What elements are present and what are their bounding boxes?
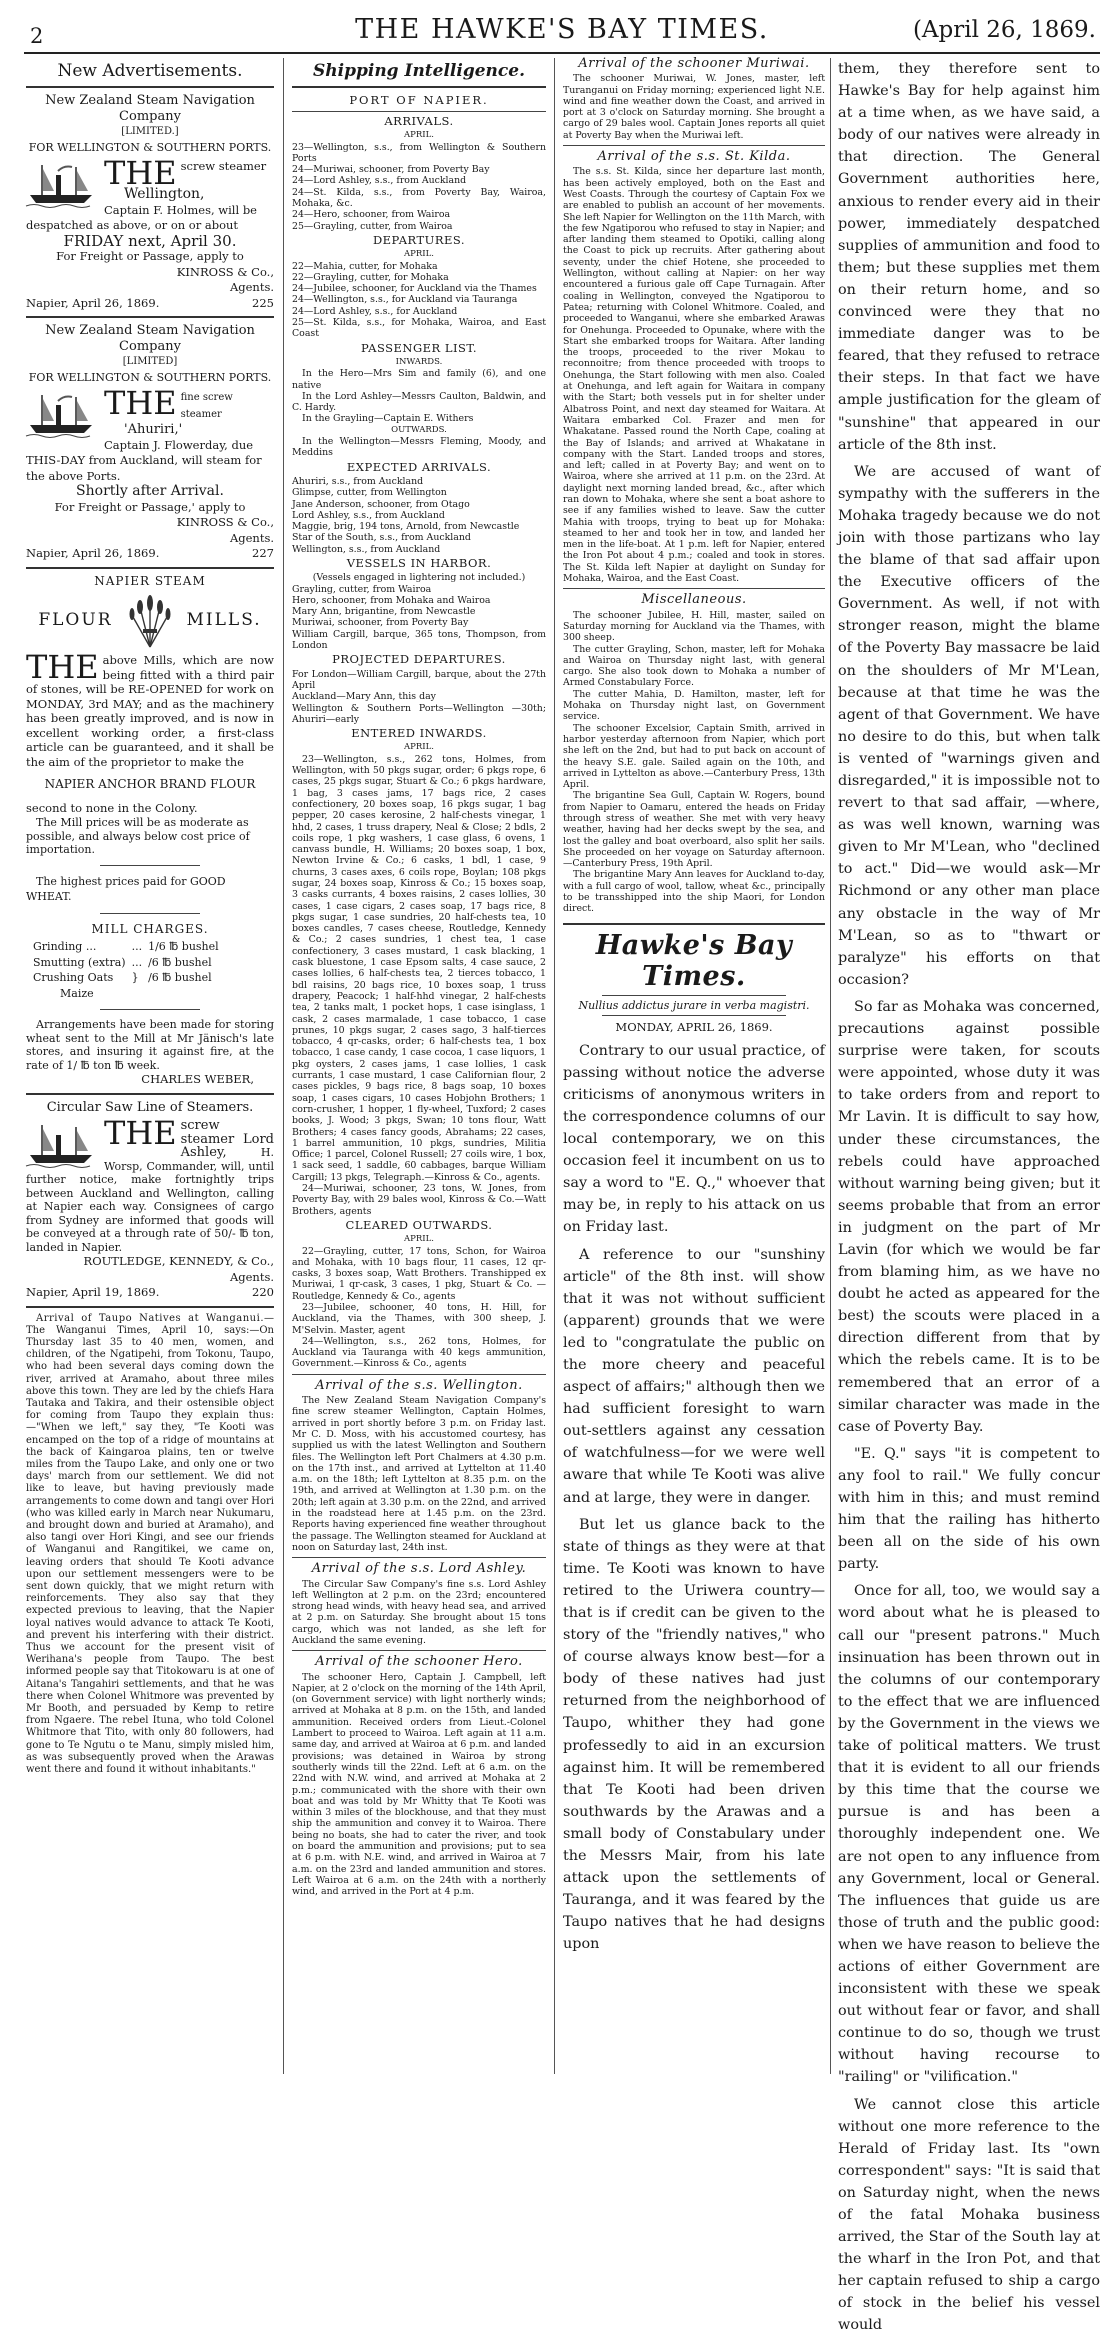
charge-sep: } <box>131 971 139 984</box>
mills-text: The Mill prices will be as moderate as possible, and always below cost price of importation. <box>26 816 250 856</box>
list-item: William Cargill, barque, 365 tons, Thompson, from London <box>292 628 546 652</box>
month-label: APRIL. <box>404 249 434 260</box>
drop-cap: THE <box>104 154 177 192</box>
list-item: Star of the South, s.s., from Auckland <box>292 532 471 544</box>
advert-flour-mills <box>26 574 274 1088</box>
brand-name: NAPIER ANCHOR BRAND FLOUR <box>44 777 256 791</box>
saw-line-heading: Circular Saw Line of Steamers. <box>46 1099 254 1115</box>
misc-item: The cutter Mahia, D. Hamilton, master, left for Mohaka on Thursday night last, on Government service. <box>563 688 825 723</box>
article-body: —The Wanganui Times, April 10, says:—On Thursday last 35 to 40 men, women, and children, of the Ngatipehi, from Tokonu, Taupo, who had been several days coming down the river, arrived at Aramaho, about three miles above this town. They are led by the chiefs Hara Tautaka and Takira, and their ostensible object for coming from Taupo they explain thus:—"When we left," say they, "Te Kooti was encamped on the top of a ridge of mountains at the back of Kaingaroa plains, ten or twelve miles from the Taupo Lake, and only one or two days' march from our settlement. We did not like to leave, but having previously made arrangements to come down and tangi over Hori (who was killed early in March near Nukumaru, and brought down and buried at Aramaho), and also tangi over Hori Kingi, and see our friends of Wanganui and Rangitikei, we came on, leaving orders that should Te Kooti advance upon our settlement messengers were to be sent down quickly, that we might return with reinforcements. They also say that they expected previous to leaving, that the Napier loyal natives would advance to attack Te Kooti, and prevent his interfering with their district. Thus we account for the present visit of Werihana's people from Taupo. The best informed people say that Titokowaru is at one of Aitana's Tangahiri settlements, and that he was there when Colonel Whitmore was prevented by Mr Booth, and persuaded by Kemp to retire from Ngaere. The rebel Ituna, who told Colonel Whitmore that Tito, with only 80 followers, had gone to Te Ngutu o te Manu, simply misled him, as was subsequently proved when the Arawas went there and found it without inhabitants." <box>26 1312 274 1776</box>
column-rule <box>283 58 284 2074</box>
list-item: 23—Jubilee, schooner, 40 tons, H. Hill, for Auckland, via the Thames, with 300 sheep, J. M'Selvin. Master, agent <box>292 1301 546 1336</box>
article-heading: Arrival of Taupo Natives at Wanganui. <box>36 1312 264 1324</box>
editorial-paragraph: Contrary to our usual practice, of passing without notice the adverse criticisms of anonymous writers in the correspondence columns of our local contemporary, we on this occasion feel it incumbent on us to say a word to "E. Q.," whoever that may be, in reply to his attack on us on Friday last. <box>563 1042 825 1236</box>
mills-word: MILLS. <box>186 610 262 631</box>
list-item: 25—Grayling, cutter, from Wairoa <box>292 220 453 232</box>
shipping-intelligence-heading: Shipping Intelligence. <box>313 61 525 81</box>
advert-wellington <box>26 93 274 311</box>
list-item: Wellington, s.s., from Auckland <box>292 543 441 555</box>
section-heading: DEPARTURES. <box>372 232 466 247</box>
article-body: The schooner Hero, Captain J. Campbell, left Napier, at 2 o'clock on the morning of the 14th April, (on Government service) with light northerly winds; arrived at Mohaka at 8 p.m. on the 15th, and landed ammunition. Received orders from Lieut.-Colonel Lambert to proceed to Wairoa. Left again at 11 a.m. same day, and arrived at Wairoa at 6 p.m. and landed provisions; was detained in Wairoa by strong southerly winds till the 22nd. Left at 6 a.m. on the 22nd with N.W. wind, and arrived at Mohaka at 2 p.m.; communicated with the shore with their own boat and was told by Mr Whitty that Te Kooti was within 3 miles of the blockhouse, and that they must ship the ammunition and convey it to Wairoa. There being no boats, she had to cater the river, and took on board the ammunition and provisions; put to sea at 6 p.m. with N.E. wind, and arrived in Wairoa at 7 a.m. on the 23rd and landed ammunition and stores. Left Wairoa at 6 a.m. on the 24th with a northerly wind, and arrived in the Port at 4 p.m. <box>292 1671 546 1898</box>
charge-price: /6 ℔ bushel <box>148 955 212 969</box>
ad-text: screw steamer <box>180 159 267 173</box>
agents-label: Agents. <box>229 1269 274 1284</box>
section-heading: ENTERED INWARDS. <box>351 726 487 741</box>
company-name: New Zealand Steam Navigation Company <box>45 93 255 124</box>
article-heading: Miscellaneous. <box>641 592 747 608</box>
entered-inwards-text: 24—Muriwai, schooner, 23 tons, W. Jones, from Poverty Bay, with 29 bales wool, Kinross & Co.—Watt Brothers, agents <box>292 1183 546 1217</box>
section-heading: ARRIVALS. <box>384 114 454 128</box>
charge-price <box>145 986 222 1002</box>
list-item: 23—Wellington, s.s., from Wellington & Southern Ports <box>292 141 546 164</box>
column-rule <box>830 58 831 2074</box>
ad-text: Captain J. Flowerday, due THIS-DAY from Auckland, will steam for the above Ports. <box>26 437 262 483</box>
new-advertisements-heading: New Advertisements. <box>57 61 243 81</box>
ad-text: H. Worsp, Commander, will, until further notice, make fortnightly trips between Auckland and Wellington, calling at Napier each way. Consignees of cargo from Sydney are informed that goods will be conveyed at a through rate of 50/- ℔ ton, landed in Napier. <box>26 1146 274 1254</box>
column-rule <box>554 58 555 2074</box>
article-body: The Circular Saw Company's fine s.s. Lord Ashley left Wellington at 2 p.m. on the 23rd; encountered strong head winds, with heavy head sea, and arrived at 2 p.m. on Saturday. She brought about 15 tons cargo, which was not landed, as she left for Auckland the same evening. <box>292 1578 546 1646</box>
article-heading: Arrival of the schooner Muriwai. <box>578 56 810 71</box>
article-heading: Arrival of the s.s. Wellington. <box>315 1377 523 1393</box>
list-item: In the Lord Ashley—Messrs Caulton, Baldwin, and C. Hardy. <box>292 390 546 414</box>
charge-sep <box>129 986 146 1002</box>
list-item: 24—Lord Ashley, s.s., for Auckland <box>292 305 458 317</box>
charge-sep: ... <box>131 955 143 969</box>
list-item: 22—Mahia, cutter, for Mohaka <box>292 260 438 272</box>
limited-label: [LIMITED] <box>122 356 178 367</box>
mills-title: NAPIER STEAM <box>94 573 206 588</box>
list-item: Mary Ann, brigantine, from Newcastle <box>292 606 476 618</box>
misc-item: The schooner Jubilee, H. Hill, master, sailed on Saturday morning for Auckland via the Thames, with 300 sheep. <box>563 609 825 644</box>
sub-heading: OUTWARDS. <box>391 424 447 435</box>
editorial-paragraph: them, they therefore sent to Hawke's Bay for help against him at a time when, as we have said, a body of our natives were already in that direction. The General Government authorities here, anxious to render every aid in their power, immediately despatched supplies of ammunition and food to them; but these supplies met them on their return home, and so convinced were they that no immediate danger was to be feared, that they refused to retrace their steps. In that fact we have ample justification for the gleam of "sunshine" that appeared in our article of the 8th inst. <box>838 61 1100 453</box>
flour-word: FLOUR <box>38 610 113 631</box>
mills-text: Arrangements have been made for storing wheat sent to the Mill at Mr Jänisch's late stores, and insuring it against fire, at the rate of 1/ ℔ ton ℔ week. <box>26 1018 274 1072</box>
table-row <box>30 955 222 971</box>
advert-ahuriri <box>26 323 274 562</box>
editorial-paragraph: A reference to our "sunshiny article" of the 8th inst. will show that it was not without sufficient (apparent) grounds that we were led to "congratulate the public on the more cheery and peaceful aspect of affairs;" although then we had sufficient foresight to warn out-settlers against any cessation of watchfulness—for we were well aware that while Te Kooti was alive and at large, they were in danger. <box>563 1246 825 1506</box>
section-heading: EXPECTED ARRIVALS. <box>346 459 492 474</box>
ship-name: Wellington, <box>124 186 205 202</box>
entered-inwards-text: 23—Wellington, s.s., 262 tons, Holmes, from Wellington, with 50 pkgs sugar, order; 6 pkgs rope, 6 cases, 25 pkgs sugar, Stuart & Co.; 6 pkgs hardware, 1 bag, 3 cases jams, 17 bags rice, 2 cases confectionery, 20 boxes soap, 16 pkgs sugar, 1 bag pepper, 20 cases kerosine, 2 half-chests vinegar, 1 hhd, 2 cases, 1 truss drapery, Neal & Close; 2 bdls, 2 coils rope, 1 pkg washers, 1 case glass, 6 ovens, 1 canvass bundle, H. Williams; 20 boxes soap, 1 box, Newton Irvine & Co.; 6 casks, 1 bdl, 1 case, 9 churns, 3 cases axes, 6 coils rope, Boylan; 108 pkgs sugar, 24 boxes soap, Kinross & Co.; 15 boxes soap, 3 casks currants, 4 boxes raisins, 2 cases lollies, 30 cases, 1 case cigars, 2 cases soap, 17 bags rice, 8 pkgs sugar, 1 case sundries, 20 half-chests tea, 10 boxes candles, 7 cases cheese, Routledge, Kennedy & Co.; 2 cases sundries, 1 chest tea, 1 case confectionery, 3 cases mustard, 1 cask blacking, 1 cask bluestone, 1 case Epsom salts, 4 case sauce, 2 cases lollies, 6 half-chests tea, 2 tierces tobacco, 1 bdl raisins, 20 bags rice, 10 boxes soap, 1 truss drapery, Peacock; 1 half-hhd vinegar, 2 half-chests tea, 2 tanks malt, 1 pocket hops, 1 case isinglass, 1 cask, 2 cases marmalade, 1 case tobacco, 1 case prunes, 10 pkgs sugar, 2 cases sago, 3 half-tierces tobacco, 4 qr-casks, order; 6 half-chests tea, 1 box tobacco, 1 case candy, 1 case cocoa, 1 case liquors, 1 pkg oysters, 2 cases jams, 1 case lollies, 1 cask currants, 1 case mustard, 1 case Californian flour, 2 cases pickles, 9 bags rice, 8 bags soap, 10 boxes soap, 1 cases cigars, 10 cases Hobjohn Brothers; 1 corn-crusher, 1 hopper, 1 fly-wheel, Tuxford; 2 cases books, J. Wood; 3 pkgs, Swan; 10 tons flour, Watt Brothers; 4 cases fancy goods, Abrahams; 22 cases, 1 barrel ammunition, 10 pkgs, sundries, Militia Office; 1 parcel, Colonel Russell; 27 coils wire, 1 box, 1 sack seed, 1 saddle, 60 cabbages, barque William Cargill; 13 pkgs, Telegraph.—Kinross & Co., agents. <box>292 753 546 1183</box>
list-item: Auckland—Mary Ann, this day <box>292 691 436 703</box>
list-item: 24—Hero, schooner, from Wairoa <box>292 209 451 221</box>
charge-item: Grinding ... <box>33 940 97 953</box>
list-item: 24—St. Kilda, s.s., from Poverty Bay, Wairoa, Mohaka, &c. <box>292 186 546 210</box>
month-label: APRIL. <box>404 1234 434 1245</box>
place-date: Napier, April 26, 1869. <box>26 546 160 560</box>
shipping-lists <box>292 116 546 1898</box>
list-item: Glimpse, cutter, from Wellington <box>292 487 447 499</box>
article-body: The New Zealand Steam Navigation Company's fine screw steamer Wellington, Captain Holmes, arrived in port shortly before 3 p.m. on Friday last. Mr C. D. Moss, with his accustomed courtesy, has supplied us with the latest Wellington and Southern files. The Wellington left Port Chalmers at 4.30 p.m. on the 17th inst., and arrived at Lyttelton at 11.40 a.m. on the 18th; left Lyttelton at 8.35 p.m. on the 19th, and arrived at Wellington at 1.30 p.m. on the 20th; left again at 3.30 p.m. on the 22nd, and arrived in the roadstead here at 1.45 p.m. on the 23rd. Reports having experienced fine weather throughout the passage. The Wellington steamed for Auckland at noon on Saturday last, 24th inst. <box>292 1395 546 1553</box>
list-item: In the Hero—Mrs Sim and family (6), and one native <box>292 368 546 391</box>
mill-charges-table <box>30 939 222 1001</box>
column-3 <box>563 58 825 2082</box>
list-item: In the Grayling—Captain E. Withers <box>302 413 474 425</box>
month-label: APRIL. <box>404 130 434 141</box>
misc-item: The brigantine Mary Ann leaves for Auckland to-day, with a full cargo of wool, tallow, wheat &c., principally to be transshipped into the ship Maori, for London direct. <box>563 869 825 915</box>
list-item: Lord Ashley, s.s., from Auckland <box>292 509 445 521</box>
place-date: Napier, April 19, 1869. <box>26 1285 160 1299</box>
editorial-paragraph: We are accused of want of sympathy with the sufferers in the Mohaka tragedy because we do not join with those partizans who lay the blame of that sad affair upon the Executive officers of the Government. As well, if not with stronger reason, might the blame of the Poverty Bay massacre be laid on the shoulders of Mr M'Lean, because at that time he was the agent of that Government. We have no desire to do this, but when talk is vented of "warnings given and disregarded," it is impossible not to revert to that sad affair, —where, as was well known, warning was given to Mr M'Lean, who "declined to act." Did—we would ask—Mr Richmond or any other man place any obstacle in the way of Mr M'Lean, so as to "thwart or paralyze" his efforts on that occasion? <box>838 463 1100 988</box>
motto: Nullius addictus jurare in verba magistri. <box>578 998 810 1012</box>
note: (Vessels engaged in lightering not included.) <box>312 572 526 584</box>
advert-circular-saw <box>26 1100 274 1301</box>
charge-item: Crushing Oats <box>33 971 114 984</box>
section-heading: PROJECTED DEPARTURES. <box>332 652 506 667</box>
ad-number: 227 <box>252 546 274 560</box>
sailing-date: FRIDAY next, April 30. <box>63 231 237 250</box>
sailing-date: Shortly after Arrival. <box>76 483 224 499</box>
mills-text: second to none in the Colony. <box>26 800 198 815</box>
limited-label: [LIMITED.] <box>121 126 179 137</box>
list-item: In the Wellington—Messrs Fleming, Moody, and Meddins <box>292 436 546 459</box>
list-item: 22—Grayling, cutter, 17 tons, Schon, for Wairoa and Mohaka, with 10 bags flour, 11 cases, 12 qr-casks, 3 boxes soap, Watt Brothers. Transhipped ex Muriwai, 1 qr-cask, 3 cases, 1 pkg, Stuart & Co. —Routledge, Kennedy & Co., agents <box>292 1245 546 1302</box>
misc-item: The cutter Grayling, Schon, master, left for Mohaka and Wairoa on Thursday night last, with general cargo. She also took down to Mohaka a number of Armed Constabulary Force. <box>563 643 825 689</box>
editorial-continued <box>838 58 1100 2337</box>
list-item: 22—Grayling, cutter, for Mohaka <box>292 271 449 283</box>
ad-number: 225 <box>252 295 274 310</box>
month-label: APRIL. <box>404 742 434 753</box>
list-item: Jane Anderson, schooner, from Otago <box>292 498 470 510</box>
route-label: FOR WELLINGTON & SOUTHERN PORTS. <box>28 370 272 384</box>
sub-heading: INWARDS. <box>395 356 443 367</box>
list-item: Ahuriri, s.s., from Auckland <box>292 475 424 487</box>
ad-text: Captain F. Holmes, will be despatched as above, or on or about <box>26 202 257 232</box>
editorial-paragraph: So far as Mohaka was concerned, precautions against possible surprise were taken, for scouts were appointed, whose duty it was to take orders from and report to Mr Lavin. It is difficult to say how, under these circumstances, the rebels could have approached without warning being given; but it seems probable that from an error in judgment on the part of Mr Lavin (for which we would be far from blaming him, as we have no doubt he acted as appeared for the best) the scouts were placed in a direction different from that by which the rebels came. It is to be remembered that an error of a similar character was made in the case of Poverty Bay. <box>838 998 1100 1435</box>
list-item: For London—William Cargill, barque, about the 27th April <box>292 668 546 691</box>
article-heading: Arrival of the schooner Hero. <box>315 1654 523 1670</box>
editorial <box>563 1040 825 1956</box>
editorial-paragraph: But let us glance back to the state of things as they were at that time. Te Kooti was known to have retired to the Uriwera country—that is if credit can be given to the story of the "friendly natives," who of course always know best—for a body of these natives had just returned from the neighborhood of Taupo, whither they had gone professedly to aid in an excursion against him. It will be remembered that Te Kooti had been driven southwards by the Arawas and a small body of Constabulary under the Messrs Mair, from his late attack upon the settlements of Tauranga, and it was feared by the Taupo natives that he had designs upon <box>563 1516 825 1953</box>
issue-date: (April 26, 1869. <box>912 17 1096 43</box>
editorial-paragraph: "E. Q." says "it is competent to any fool to rail." We fully concur with him in this; and must remind him that the railing has hitherto been all on the side of his own party. <box>838 1445 1100 1573</box>
page-number: 2 <box>30 24 44 48</box>
ad-text: fine screw steamer <box>180 392 233 420</box>
steamship-icon <box>26 161 96 209</box>
article-heading: Arrival of the s.s. St. Kilda. <box>597 149 791 165</box>
list-item: 25—St. Kilda, s.s., for Mohaka, Wairoa, and East Coast <box>292 317 546 340</box>
agents-label: Agents. <box>229 530 274 545</box>
article-body: The s.s. St. Kilda, since her departure last month, has been actively employed, both on the East and West Coasts. Through the courtesy of Captain Fox we are enabled to publish an account of her movements. She left Napier for Wellington on the 11th March, with the few Ngatiporou who refused to stay in Napier; and after landing them steamed to Opotiki, calling along the Coast to pick up recruits. After gathering about seventy, under the chief Hotene, she proceeded to Wellington, without calling at Napier: on her way encountered a furious gale off Cape Turnagain. After coaling in Wellington, conveyed the Ngatiporou to Patea; returning with Colonel Whitmore. Coaled, and proceeded to Wanganui, where she embarked Arawas for Onehunga. Proceeded to Opunake, where with the Start she embarked troops for Waitara. After landing the troops, proceeded to the river Mokau to reconnoitre; from thence proceeded with troops to Onehunga, the Start following with men also. Coaled at Onehunga, and left again for Waitara in company with the Start; both vessels put in for shelter under Albatross Point, and next day steamed for Waitara. At Waitara embarked Col. Frazer and men for Whakatane. Passed round the North Cape, coaling at the Bay of Islands; and arrived at Whakatane in company with the Start. Landed troops and stores, and left; called in at Poverty Bay; and went on to Wairoa, where she arrived at 11 p.m. on the 23rd. At daylight next morning landed bread, &c., after which ran down to Mohaka, where she sent a boat ashore to see if any families wished to leave. Saw the cutter Mahia with troops, trying to beat up for Mohaka: steamed to her and took her in tow, and landed her men in the life-boat. At 1 p.m. left for Napier, entered the Iron Pot about 4 p.m.; coaled and took in stores. The St. Kilda left Napier at daylight on Sunday for Mohaka, Wairoa, and the East Coast. <box>563 166 825 585</box>
charge-price: /6 ℔ bushel <box>148 971 212 984</box>
table-row <box>30 986 222 1002</box>
mills-text: The highest prices paid for GOOD WHEAT. <box>26 874 226 903</box>
list-item: 24—Jubilee, schooner, for Auckland via the Thames <box>292 283 537 295</box>
charge-item: Maize <box>60 986 94 1000</box>
place-date: Napier, April 26, 1869. <box>26 295 160 310</box>
shipping-news <box>563 58 825 915</box>
list-item: 24—Lord Ashley, s.s., from Auckland <box>292 175 467 187</box>
apply-line: For Freight or Passage,' apply to <box>54 499 246 514</box>
agent-name: KINROSS & Co., <box>176 264 274 279</box>
drop-cap: THE <box>26 648 99 686</box>
list-item: Maggie, brig, 194 tons, Arnold, from Newcastle <box>292 521 520 533</box>
masthead <box>24 10 1100 54</box>
charge-item: Smutting (extra) <box>33 955 126 969</box>
section-heading: PASSENGER LIST. <box>360 340 478 355</box>
column-2 <box>292 58 546 2082</box>
column-1 <box>26 58 274 2082</box>
ship-name: 'Ahuriri,' <box>124 422 183 437</box>
route-label: FOR WELLINGTON & SOUTHERN PORTS. <box>28 140 272 154</box>
agent-name: KINROSS & Co., <box>176 515 274 529</box>
list-item: 24—Muriwai, schooner, from Poverty Bay <box>292 164 490 176</box>
list-item: Wellington & Southern Ports—Wellington —30th; Ahuriri—early <box>292 702 546 725</box>
table-row <box>30 939 222 955</box>
list-item: 24—Wellington, s.s., for Auckland via Tauranga <box>292 294 518 306</box>
charge-price: 1/6 ℔ bushel <box>148 940 219 953</box>
article-heading: Arrival of the s.s. Lord Ashley. <box>311 1561 527 1577</box>
drop-cap: THE <box>104 1114 177 1152</box>
taupo-article <box>26 1313 274 1777</box>
table-row <box>30 970 222 986</box>
mills-body: above Mills, which are now being fitted with a third pair of stones, will be RE-OPENED for work on MONDAY, 3rd MAY; and as the machinery has been greatly improved, and is now in excellent working order, a first-class article can be guaranteed, and it shall be the aim of the proprietor to make the <box>26 653 274 769</box>
agents-label: Agents. <box>229 280 274 294</box>
signature: CHARLES WEBER, <box>141 1072 254 1086</box>
agent-name: ROUTLEDGE, KENNEDY, & Co., <box>83 1254 274 1268</box>
port-heading: PORT OF NAPIER. <box>349 93 489 107</box>
company-name: New Zealand Steam Navigation Company <box>45 323 255 354</box>
ship-name: screw steamer Lord Ashley, <box>180 1118 274 1160</box>
column-4 <box>838 58 1100 2334</box>
newspaper-title: Hawke's Bay Times. <box>595 929 793 992</box>
page-title: THE HAWKE'S BAY TIMES. <box>355 14 769 45</box>
apply-line: For Freight or Passage, apply to <box>56 249 244 263</box>
section-heading: VESSELS IN HARBOR. <box>346 555 492 570</box>
steamship-icon <box>26 1121 96 1169</box>
editorial-paragraph: We cannot close this article without one more reference to the Herald of Friday last. Its "own correspondent" says: "It is said that on Saturday night, when the news of the fatal Mohaka business arrived, the Star of the South lay at the wharf in the Iron Pot, and that her captain refused to ship a cargo of stock in the belief his vessel would <box>838 2096 1100 2334</box>
section-heading: CLEARED OUTWARDS. <box>345 1217 493 1232</box>
article-body: The schooner Muriwai, W. Jones, master, left Turanganui on Friday morning; experienced light N.E. wind and fine weather down the Coast, and arrived in port at 3 o'clock on Saturday morning. She brought a cargo of 29 bales wool. Captain Jones reports all quiet at Poverty Bay when the Muriwai left. <box>563 73 825 141</box>
dateline: MONDAY, APRIL 26, 1869. <box>615 1019 773 1034</box>
wheat-sheaf-icon <box>127 595 173 647</box>
mill-charges-heading: MILL CHARGES. <box>91 921 209 936</box>
list-item: Muriwai, schooner, from Poverty Bay <box>292 617 469 629</box>
misc-item: The schooner Excelsior, Captain Smith, arrived in harbor yesterday afternoon from Napier, which port she left on the 2nd, but had to put back on account of the heavy S.E. gale. Sailed again on the 10th, and arrived in Lyttelton as above.—Canterbury Press, 13th April. <box>563 722 825 791</box>
editorial-paragraph: Once for all, too, we would say a word about what he is pleased to call our "present patrons." Much insinuation has been thrown out in the columns of our contemporary to the effect that we are influenced by the Government in the views we take of political matters. We trust that it is evident to all our friends by this time that the course we pursue is and has been a thoroughly independent one. We are not open to any influence from any Government, local or General. The influences that guide us are those of truth and the public good: when we have reason to believe the actions of either Government are inconsistent with these we speak out without fear or favor, and shall continue to do so, though we trust without having recourse to "railing" or "vilification." <box>838 1583 1100 2086</box>
ad-number: 220 <box>252 1285 274 1299</box>
charge-sep: ... <box>131 940 143 953</box>
list-item: Hero, schooner, from Mohaka and Wairoa <box>292 594 491 606</box>
list-item: Grayling, cutter, from Wairoa <box>292 583 432 595</box>
misc-item: The brigantine Sea Gull, Captain W. Rogers, bound from Napier to Oamaru, entered the heads on Friday through stress of weather. She met with very heavy weather, having had her decks swept by the sea, and lost the galley and boat overboard, also split her sails. She proceeded on her voyage on Saturday afternoon.—Canterbury Press, 19th April. <box>563 790 825 870</box>
drop-cap: THE <box>104 384 177 422</box>
list-item: 24—Wellington, s.s., 262 tons, Holmes, for Auckland via Tauranga with 40 kegs ammunition, Government.—Kinross & Co., agents <box>292 1335 546 1370</box>
steamship-icon <box>26 391 96 439</box>
